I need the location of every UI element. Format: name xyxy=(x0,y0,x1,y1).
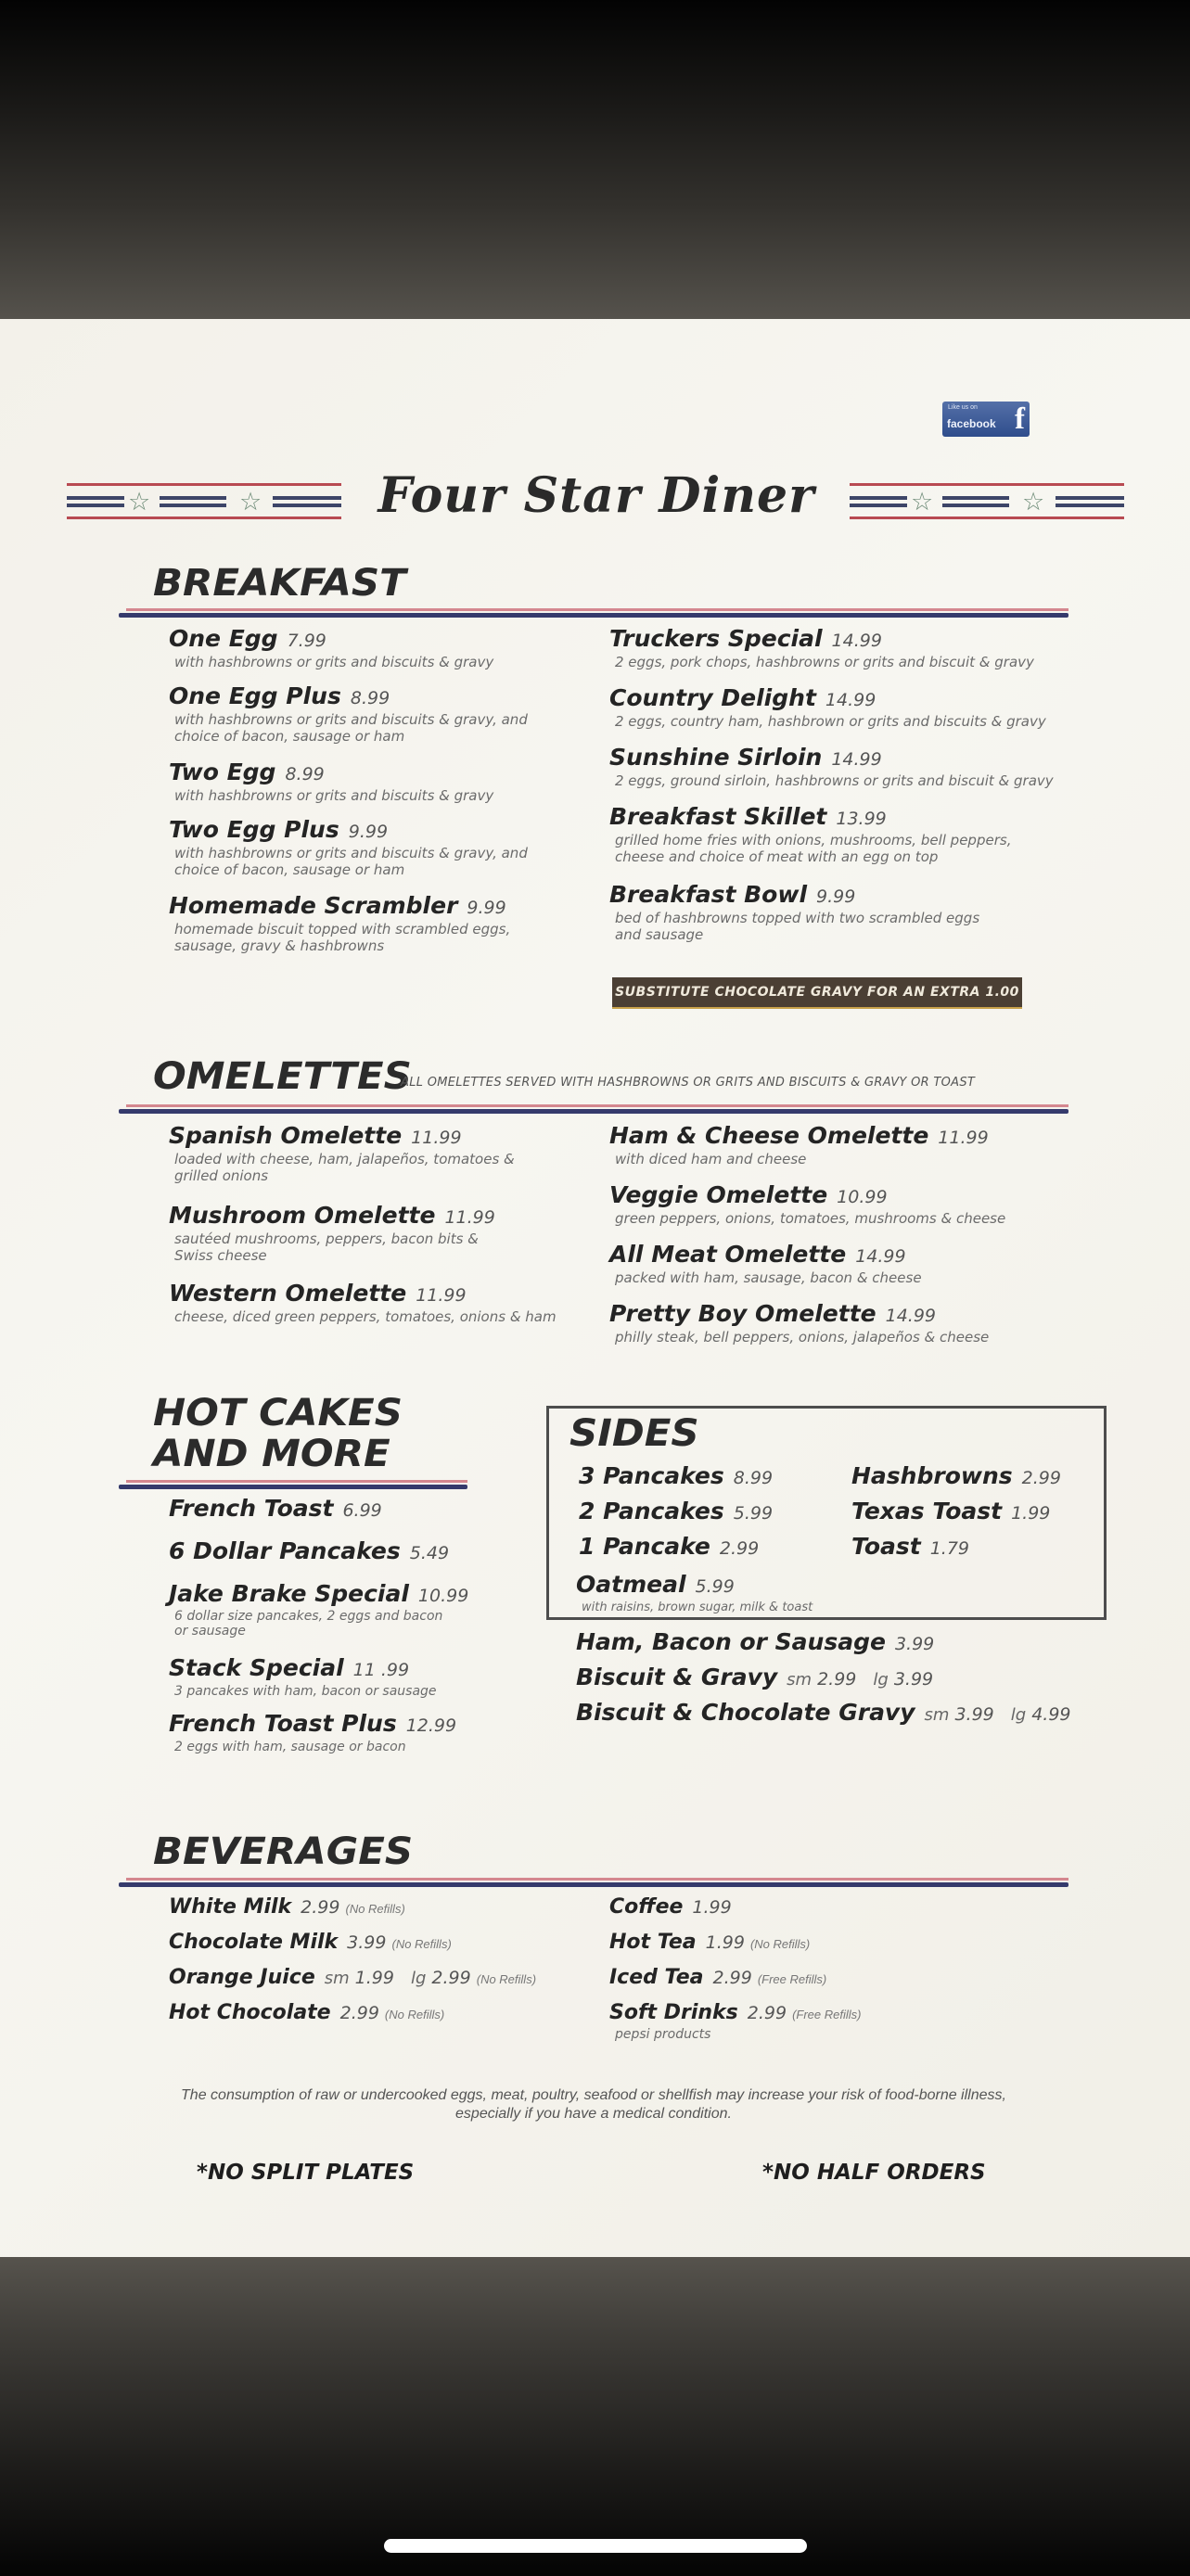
section-rule xyxy=(119,1480,467,1489)
item-description: sautéed mushrooms, peppers, bacon bits & Swiss cheese xyxy=(174,1231,479,1264)
menu-item xyxy=(609,881,1004,943)
item-name: 3 Pancakes xyxy=(579,1462,724,1489)
menu-item xyxy=(576,1664,933,1690)
item-name: One Egg Plus xyxy=(169,682,341,709)
star-icon: ☆ xyxy=(1022,488,1045,516)
menu-item xyxy=(851,1498,1050,1524)
menu-item xyxy=(169,1202,508,1264)
item-price: 12.99 xyxy=(405,1715,457,1736)
item-price: 1.79 xyxy=(929,1538,970,1559)
section-rule xyxy=(119,1878,1068,1887)
item-name: Biscuit & Chocolate Gravy xyxy=(576,1699,915,1726)
refill-note: (No Refills) xyxy=(384,2008,445,2021)
refill-note: (No Refills) xyxy=(749,1937,811,1951)
item-name: 1 Pancake xyxy=(579,1533,710,1560)
item-name: Orange Juice xyxy=(169,1966,315,1989)
item-name: Pretty Boy Omelette xyxy=(609,1300,877,1327)
chocolate-gravy-promo: SUBSTITUTE CHOCOLATE GRAVY FOR AN EXTRA 1.00 xyxy=(612,977,1022,1009)
stripe-blue xyxy=(67,504,124,507)
item-description: loaded with cheese, ham, jalapeños, tomatoes & grilled onions xyxy=(174,1151,515,1184)
refill-note: (No Refills) xyxy=(391,1937,452,1951)
item-price: 9.99 xyxy=(467,898,506,918)
menu-item xyxy=(609,1895,732,1919)
item-price: 6.99 xyxy=(342,1500,382,1521)
facebook-badge[interactable] xyxy=(942,402,1030,437)
item-price: 11.99 xyxy=(444,1207,495,1228)
item-price: 2.99 xyxy=(431,1968,471,1988)
menu-item xyxy=(609,1966,826,1989)
item-price: 5.49 xyxy=(409,1543,450,1563)
item-price: 2.99 xyxy=(339,2003,379,2023)
menu-item xyxy=(851,1462,1061,1489)
stripe-blue xyxy=(273,504,341,507)
stripe-blue xyxy=(850,496,907,500)
item-price: 3.99 xyxy=(347,1932,387,1953)
refill-note: (Free Refills) xyxy=(757,1972,827,1986)
home-indicator[interactable] xyxy=(384,2539,807,2553)
item-name: 6 Dollar Pancakes xyxy=(169,1537,401,1564)
item-description: 2 eggs, ground sirloin, hashbrowns or grits and biscuit & gravy xyxy=(615,772,1054,789)
menu-item xyxy=(579,1498,773,1524)
facebook-icon: f xyxy=(1015,402,1025,436)
menu-item xyxy=(169,759,564,804)
stripe-red xyxy=(850,483,1124,486)
item-price: 1.99 xyxy=(705,1932,745,1953)
item-description: grilled home fries with onions, mushrooms, bell peppers, cheese and choice of meat with an egg on top xyxy=(615,832,1012,865)
menu-item xyxy=(609,684,1097,730)
menu-item xyxy=(169,1537,449,1564)
size-label: lg xyxy=(873,1670,889,1690)
item-name: Mushroom Omelette xyxy=(169,1202,436,1229)
refill-note: (Free Refills) xyxy=(792,2008,862,2021)
size-label: sm xyxy=(324,1969,350,1988)
item-price: 9.99 xyxy=(816,886,856,907)
menu-item xyxy=(609,1122,1042,1167)
section-rule xyxy=(119,608,1068,618)
item-name: Ham & Cheese Omelette xyxy=(609,1122,929,1149)
menu-item xyxy=(609,1300,1079,1345)
item-price: 4.99 xyxy=(1031,1704,1071,1725)
section-rule xyxy=(119,1104,1068,1114)
item-price: 8.99 xyxy=(733,1468,774,1488)
item-name: Homemade Scrambler xyxy=(169,892,458,919)
item-name: French Toast xyxy=(169,1495,334,1522)
item-name: Two Egg Plus xyxy=(169,816,339,843)
item-name: Sunshine Sirloin xyxy=(609,744,823,771)
item-description: philly steak, bell peppers, onions, jalapeños & cheese xyxy=(615,1329,990,1345)
menu-item xyxy=(576,1571,813,1616)
item-price: 7.99 xyxy=(287,631,326,651)
item-description: with hashbrowns or grits and biscuits & gravy, and choice of bacon, sausage or ham xyxy=(174,711,528,745)
star-icon: ☆ xyxy=(128,488,151,516)
item-price: 10.99 xyxy=(837,1187,888,1207)
item-description: packed with ham, sausage, bacon & cheese xyxy=(615,1269,922,1286)
item-price: 14.99 xyxy=(831,631,882,651)
menu-page xyxy=(0,319,1190,2257)
item-price: 1.99 xyxy=(1011,1503,1051,1524)
item-name: One Egg xyxy=(169,625,278,652)
item-description: with raisins, brown sugar, milk & toast xyxy=(582,1600,813,1614)
item-name: White Milk xyxy=(169,1895,292,1919)
item-name: Two Egg xyxy=(169,759,276,785)
item-name: Jake Brake Special xyxy=(169,1580,409,1607)
section-title-breakfast: BREAKFAST xyxy=(153,562,406,605)
item-description: green peppers, onions, tomatoes, mushrooms & cheese xyxy=(615,1210,1006,1227)
menu-item xyxy=(609,803,1051,865)
item-name: Texas Toast xyxy=(851,1498,1003,1524)
item-price: 3.99 xyxy=(954,1704,994,1725)
item-name: Breakfast Bowl xyxy=(609,881,808,908)
title-decoration-left xyxy=(67,481,341,522)
size-label: lg xyxy=(410,1969,427,1988)
photo-background-bottom xyxy=(0,2257,1190,2576)
stripe-blue xyxy=(160,496,226,500)
item-name: Stack Special xyxy=(169,1654,344,1681)
menu-item xyxy=(579,1462,773,1489)
item-price: 2.99 xyxy=(817,1669,857,1690)
facebook-badge-line2: facebook xyxy=(947,417,996,430)
item-price: 14.99 xyxy=(825,690,877,710)
item-name: Iced Tea xyxy=(609,1966,704,1989)
item-price: 2.99 xyxy=(747,2003,787,2023)
item-price: 14.99 xyxy=(831,749,882,770)
item-name: Oatmeal xyxy=(576,1571,686,1598)
menu-item xyxy=(609,625,1097,670)
section-title-line: AND MORE xyxy=(153,1433,390,1475)
menu-item xyxy=(609,744,1097,789)
item-name: Hashbrowns xyxy=(851,1462,1013,1489)
item-price: 1.99 xyxy=(354,1968,394,1988)
menu-item xyxy=(169,1280,601,1325)
stripe-red xyxy=(850,516,1124,519)
item-price: 13.99 xyxy=(836,809,887,829)
item-price: 2.99 xyxy=(1021,1468,1061,1488)
item-name: All Meat Omelette xyxy=(609,1241,847,1268)
item-price: 2.99 xyxy=(301,1897,340,1918)
title-decoration-right xyxy=(850,481,1124,522)
menu-item xyxy=(576,1699,1071,1726)
star-icon: ☆ xyxy=(911,488,934,516)
item-description: 2 eggs, country ham, hashbrown or grits and biscuits & gravy xyxy=(615,713,1046,730)
no-split-plates-note: *NO SPLIT PLATES xyxy=(197,2161,415,2185)
item-name: French Toast Plus xyxy=(169,1710,397,1737)
menu-item xyxy=(169,625,564,670)
item-description: 2 eggs, pork chops, hashbrowns or grits and biscuit & gravy xyxy=(615,654,1034,670)
item-price: 11.99 xyxy=(411,1128,462,1148)
menu-item xyxy=(169,1122,545,1184)
menu-item xyxy=(169,682,564,745)
section-title-omelettes: OMELETTES xyxy=(153,1055,412,1098)
menu-item xyxy=(609,1181,1079,1227)
item-name: Soft Drinks xyxy=(609,2001,738,2024)
item-name: Coffee xyxy=(609,1895,684,1919)
item-name: Spanish Omelette xyxy=(169,1122,403,1149)
item-name: Veggie Omelette xyxy=(609,1181,828,1208)
menu-item xyxy=(169,1895,405,1919)
menu-item xyxy=(609,2001,861,2043)
menu-item xyxy=(609,1931,810,1954)
item-price: 14.99 xyxy=(855,1246,906,1267)
size-label: sm xyxy=(924,1705,950,1725)
item-description: with diced ham and cheese xyxy=(615,1151,807,1167)
item-price: 9.99 xyxy=(348,822,389,842)
menu-item xyxy=(169,816,564,878)
item-price: 2.99 xyxy=(719,1538,760,1559)
item-price: 3.99 xyxy=(893,1669,934,1690)
stripe-blue xyxy=(160,504,226,507)
item-price: 10.99 xyxy=(417,1586,469,1606)
stripe-blue xyxy=(942,504,1009,507)
item-name: 2 Pancakes xyxy=(579,1498,724,1524)
photo-background-top xyxy=(0,0,1190,319)
item-price: 3.99 xyxy=(894,1634,935,1654)
item-description: cheese, diced green peppers, tomatoes, onions & ham xyxy=(174,1308,557,1325)
size-label: lg xyxy=(1010,1705,1027,1725)
item-price: 8.99 xyxy=(285,764,325,784)
item-name: Biscuit & Gravy xyxy=(576,1664,778,1690)
item-name: Hot Tea xyxy=(609,1931,697,1954)
menu-item xyxy=(169,1931,452,1954)
stripe-blue xyxy=(942,496,1009,500)
menu-item xyxy=(609,1241,1079,1286)
size-label: sm xyxy=(787,1670,813,1690)
section-title-line: HOT CAKES xyxy=(153,1392,403,1435)
menu-item xyxy=(169,2001,444,2024)
stripe-blue xyxy=(850,504,907,507)
no-half-orders-note: *NO HALF ORDERS xyxy=(762,2161,986,2185)
stripe-red xyxy=(67,516,341,519)
item-price: 1.99 xyxy=(692,1897,732,1918)
item-name: Toast xyxy=(851,1533,921,1560)
restaurant-title: Four Star Diner xyxy=(377,467,815,524)
menu-item xyxy=(169,892,555,954)
menu-item xyxy=(169,1495,382,1522)
item-price: 11 .99 xyxy=(352,1660,410,1680)
stripe-red xyxy=(67,483,341,486)
item-description: with hashbrowns or grits and biscuits & gravy xyxy=(174,654,494,670)
item-description: with hashbrowns or grits and biscuits & gravy, and choice of bacon, sausage or ham xyxy=(174,845,528,878)
item-price: 2.99 xyxy=(712,1968,752,1988)
item-description: homemade biscuit topped with scrambled eggs, sausage, gravy & hashbrowns xyxy=(174,921,511,954)
menu-item xyxy=(169,1710,490,1755)
item-name: Breakfast Skillet xyxy=(609,803,827,830)
item-name: Country Delight xyxy=(609,684,816,711)
refill-note: (No Refills) xyxy=(345,1902,405,1916)
menu-item xyxy=(169,1966,536,1989)
item-name: Western Omelette xyxy=(169,1280,407,1307)
item-description: 3 pancakes with ham, bacon or sausage xyxy=(174,1684,437,1699)
item-price: 11.99 xyxy=(416,1285,467,1306)
item-price: 11.99 xyxy=(938,1128,989,1148)
stripe-blue xyxy=(1056,496,1124,500)
stripe-blue xyxy=(67,496,124,500)
item-price: 5.99 xyxy=(733,1503,774,1524)
item-price: 14.99 xyxy=(885,1306,937,1326)
refill-note: (No Refills) xyxy=(476,1972,537,1986)
item-description: 6 dollar size pancakes, 2 eggs and bacon or sausage xyxy=(174,1609,443,1639)
menu-item xyxy=(851,1533,969,1560)
item-name: Truckers Special xyxy=(609,625,823,652)
section-title-beverages: BEVERAGES xyxy=(153,1830,414,1873)
omelettes-note: ALL OMELETTES SERVED WITH HASHBROWNS OR GRITS AND BISCUITS & GRAVY OR TOAST xyxy=(401,1076,976,1090)
stripe-blue xyxy=(273,496,341,500)
menu-item xyxy=(579,1533,759,1560)
food-safety-disclaimer: The consumption of raw or undercooked eggs, meat, poultry, seafood or shellfish may increase your risk of food-borne illness, especially if you have a medical condition. xyxy=(181,2087,1006,2122)
facebook-badge-line1: Like us on xyxy=(948,404,978,411)
menu-item xyxy=(576,1628,934,1655)
item-description: with hashbrowns or grits and biscuits & gravy xyxy=(174,787,494,804)
item-price: 8.99 xyxy=(350,688,390,708)
item-price: 5.99 xyxy=(695,1576,735,1597)
section-title-hotcakes xyxy=(153,1393,403,1474)
item-name: Hot Chocolate xyxy=(169,2001,331,2024)
menu-item xyxy=(169,1654,490,1700)
stripe-blue xyxy=(1056,504,1124,507)
star-icon: ☆ xyxy=(239,488,262,516)
item-description: bed of hashbrowns topped with two scrambled eggs and sausage xyxy=(615,910,980,943)
item-description: pepsi products xyxy=(615,2027,711,2042)
item-description: 2 eggs with ham, sausage or bacon xyxy=(174,1740,406,1754)
menu-item xyxy=(169,1580,468,1639)
item-name: Chocolate Milk xyxy=(169,1931,339,1954)
section-title-sides: SIDES xyxy=(569,1412,699,1455)
item-name: Ham, Bacon or Sausage xyxy=(576,1628,886,1655)
